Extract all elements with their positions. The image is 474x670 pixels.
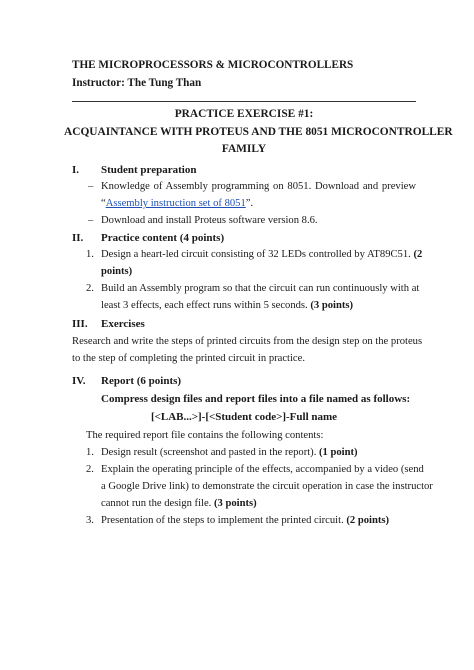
points-label: (2 [413, 249, 423, 260]
header-divider [72, 101, 416, 102]
list-number: 2. [86, 283, 94, 294]
report-item-2-cont: a Google Drive link) to demonstrate the circuit operation in case the instructor [101, 481, 433, 492]
points-label: (2 points) [346, 515, 390, 526]
report-intro: The required report file contains the following contents: [86, 430, 324, 441]
quote-close: ”. [245, 198, 254, 209]
practice-item-1: Design a heart-led circuit consisting of 32 LEDs controlled by AT89C51. (2 [101, 249, 423, 260]
list-number: 1. [86, 447, 94, 458]
section-3-number: III. [72, 318, 88, 330]
report-item-2: Explain the operating principle of the effects, accompanied by a video (send [101, 464, 424, 475]
section-3-heading: Exercises [101, 318, 145, 330]
section-4-number: IV. [72, 375, 86, 387]
practice-item-2-cont: least 3 effects, each effect runs within 5 seconds. (3 points) [101, 300, 354, 311]
report-item-3: Presentation of the steps to implement the printed circuit. (2 points) [101, 515, 390, 526]
section-2-heading: Practice content (4 points) [101, 232, 225, 244]
instructor-line: Instructor: The Tung Than [72, 77, 202, 89]
section-1-heading: Student preparation [101, 164, 197, 176]
list-number: 3. [86, 515, 94, 526]
prep-item-link-line [101, 198, 253, 209]
quote-open: “ [101, 198, 106, 209]
points-label: (3 points) [310, 300, 354, 311]
practice-item-2: Build an Assembly program so that the circuit can run continuously with at [101, 283, 420, 294]
exercise-text-line1: Research and write the steps of printed circuits from the design step on the proteus [72, 336, 423, 347]
exercise-title: PRACTICE EXERCISE #1: [174, 108, 314, 120]
course-title: THE MICROPROCESSORS & MICROCONTROLLERS [72, 59, 354, 71]
prep-item-knowledge: Knowledge of Assembly programming on 8051. Download and preview [101, 181, 416, 192]
points-label: points) [101, 266, 133, 277]
section-4-heading: Report (6 points) [101, 375, 182, 387]
file-name-format: [<LAB...>]-[<Student code>]-Full name [150, 411, 338, 423]
prep-item-proteus: Download and install Proteus software version 8.6. [101, 215, 318, 226]
report-item-2-end: cannot run the design file. (3 points) [101, 498, 257, 509]
points-label: (3 points) [213, 498, 257, 509]
list-number: 1. [86, 249, 94, 260]
assembly-instruction-set-link[interactable]: Assembly instruction set of 8051 [105, 198, 246, 209]
list-number: 2. [86, 464, 94, 475]
exercise-text-line2: to the step of completing the printed circuit in practice. [72, 353, 305, 364]
points-label: (1 point) [319, 447, 358, 458]
section-1-number: I. [72, 164, 80, 176]
exercise-subtitle-line1: ACQUAINTANCE WITH PROTEUS AND THE 8051 MICROCONTROLLER [64, 126, 453, 138]
exercise-subtitle-line2: FAMILY [221, 143, 267, 155]
bullet-dash: – [88, 181, 94, 192]
compress-instruction: Compress design files and report files into a file named as follows: [101, 393, 411, 405]
section-2-number: II. [72, 232, 84, 244]
bullet-dash: – [88, 215, 94, 226]
report-item-1: Design result (screenshot and pasted in the report). (1 point) [101, 447, 358, 458]
